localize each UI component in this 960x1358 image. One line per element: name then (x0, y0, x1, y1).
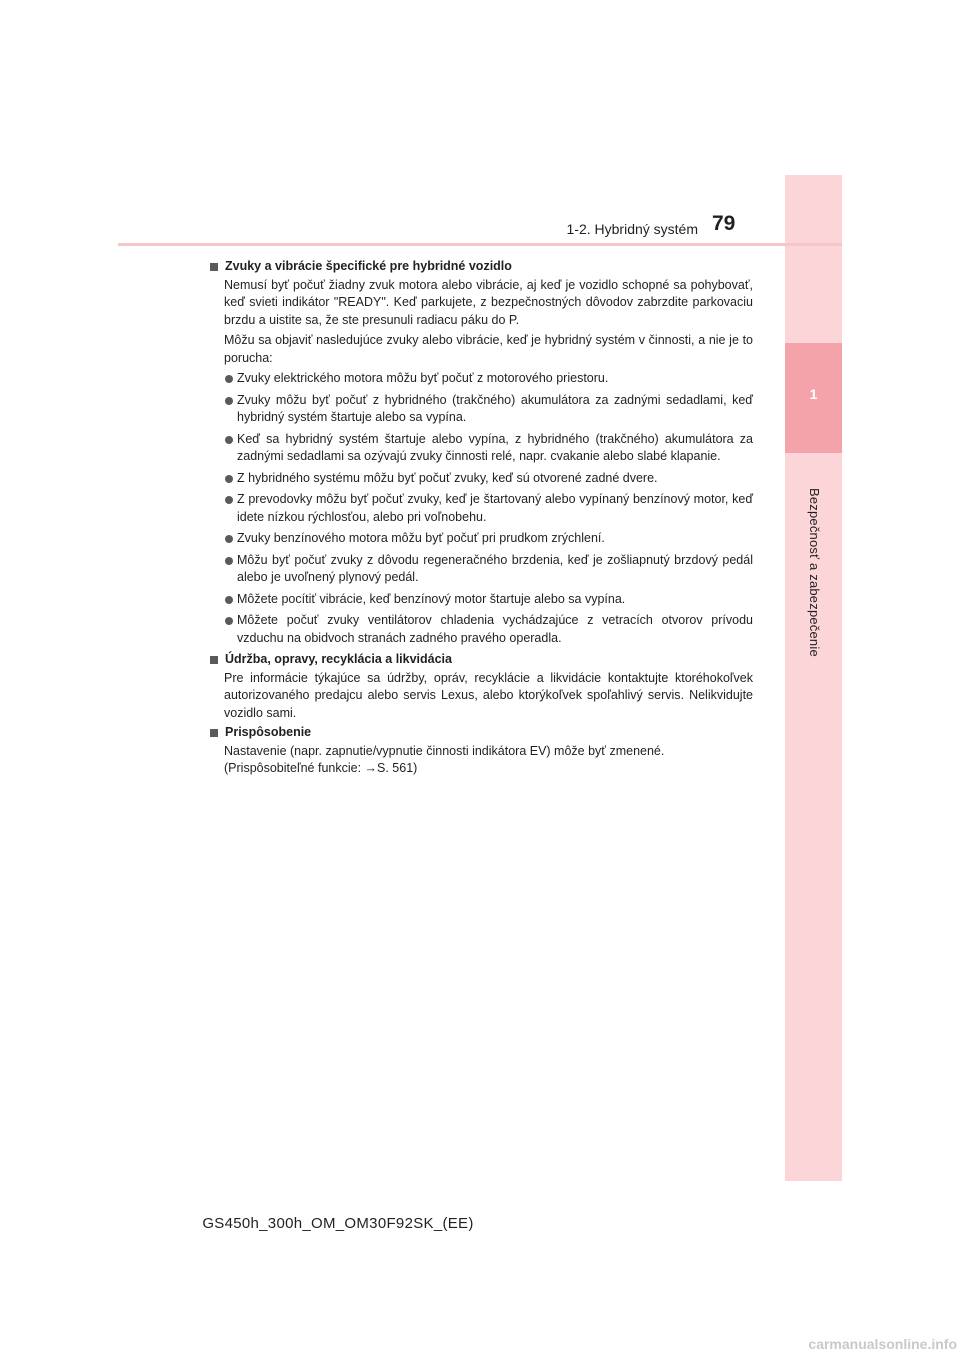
side-strip (785, 175, 842, 1181)
paragraph: Nemusí byť počuť žiadny zvuk motora alebo vibrácie, aj keď je vozidlo schopné sa pohybovať, keď svieti indikátor "READY". Keď parkujete, z bezpečnostných dôvodov zabrzdite parkovaciu brzdu a uistite sa, že ste presunuli radiacu páku do P. (224, 277, 753, 327)
list-item (208, 491, 753, 526)
list-item (208, 431, 753, 466)
list-item-text: Môžete počuť zvuky ventilátorov chladenia vychádzajúce z vetracích otvorov prívodu vzduchu na obidvoch stranách zadného pravého operadla. (237, 613, 753, 645)
round-bullet-icon (225, 617, 233, 625)
list-item-text: Môžete pocítiť vibrácie, keď benzínový motor štartuje alebo sa vypína. (237, 591, 626, 606)
paragraph (208, 743, 753, 778)
section-heading (208, 651, 753, 669)
page-reference-link[interactable]: (Prispôsobiteľné funkcie: →S. 561) (224, 761, 418, 775)
chapter-number: 1 (809, 386, 818, 402)
round-bullet-icon (225, 375, 233, 383)
round-bullet-icon (225, 397, 233, 405)
square-bullet-icon (210, 263, 218, 271)
watermark: carmanualsonline.info (808, 1336, 957, 1352)
list-item (208, 392, 753, 427)
list-item-text: Môžu byť počuť zvuky z dôvodu regeneračného brzdenia, keď je zošliapnutý brzdový pedál alebo je uvoľnený plynový pedál. (237, 552, 753, 584)
round-bullet-icon (225, 475, 233, 483)
list-item-text: Zvuky môžu byť počuť z hybridného (trakčného) akumulátora za zadnými sedadlami, keď hybridný systém štartuje alebo sa vypína. (237, 392, 753, 424)
section-title: 1-2. Hybridný systém (566, 221, 698, 237)
round-bullet-icon (225, 436, 233, 444)
chapter-title: Bezpečnosť a zabezpečenie (807, 488, 822, 657)
list-item-text: Z hybridného systému môžu byť počuť zvuky, keď sú otvorené zadné dvere. (237, 470, 658, 485)
list-item (208, 530, 753, 548)
round-bullet-icon (225, 535, 233, 543)
list-item-text: Zvuky elektrického motora môžu byť počuť z motorového priestoru. (237, 371, 609, 385)
list-item-text: Keď sa hybridný systém štartuje alebo vypína, z hybridného (trakčného) akumulátora za zadnými sedadlami sa ozývajú zvuky činnosti relé, napr. cvakanie alebo slabé klapanie. (237, 431, 753, 463)
header-rule (118, 243, 842, 246)
document-code: GS450h_300h_OM_OM30F92SK_(EE) (202, 1215, 474, 1232)
list-item-text: Z prevodovky môžu byť počuť zvuky, keď je štartovaný alebo vypínaný benzínový motor, keď idete nízkou rýchlosťou, alebo pri voľnobehu. (237, 492, 753, 524)
paragraph: Pre informácie týkajúce sa údržby, opráv, recyklácie a likvidácie kontaktujte ktoréhokoľvek autorizovaného predajcu alebo servis Lexus, alebo ktorýkoľvek spoľahlivý servis. Nelikvidujte vozidlo sami. (224, 670, 753, 720)
list-item (208, 552, 753, 587)
square-bullet-icon (210, 656, 218, 664)
paragraph-line: Nastavenie (napr. zapnutie/vypnutie činnosti indikátora EV) môže byť zmenené. (224, 743, 665, 758)
square-bullet-icon (210, 729, 218, 737)
list-item (208, 612, 753, 647)
paragraph: Môžu sa objaviť nasledujúce zvuky alebo vibrácie, keď je hybridný systém v činnosti, a nie je to porucha: (224, 333, 753, 365)
page-body (208, 256, 753, 780)
list-item (208, 370, 753, 388)
round-bullet-icon (225, 496, 233, 504)
round-bullet-icon (225, 557, 233, 565)
section-heading (208, 258, 753, 276)
list-item (208, 591, 753, 609)
section-heading-text: Zvuky a vibrácie špecifické pre hybridné vozidlo (225, 259, 512, 273)
section-heading-text: Údržba, opravy, recyklácia a likvidácia (225, 652, 452, 666)
section-heading (208, 724, 753, 742)
list-item (208, 470, 753, 488)
list-item-text: Zvuky benzínového motora môžu byť počuť pri prudkom zrýchlení. (237, 531, 605, 545)
round-bullet-icon (225, 596, 233, 604)
page-number: 79 (712, 212, 736, 235)
section-heading-text: Prispôsobenie (225, 725, 312, 739)
